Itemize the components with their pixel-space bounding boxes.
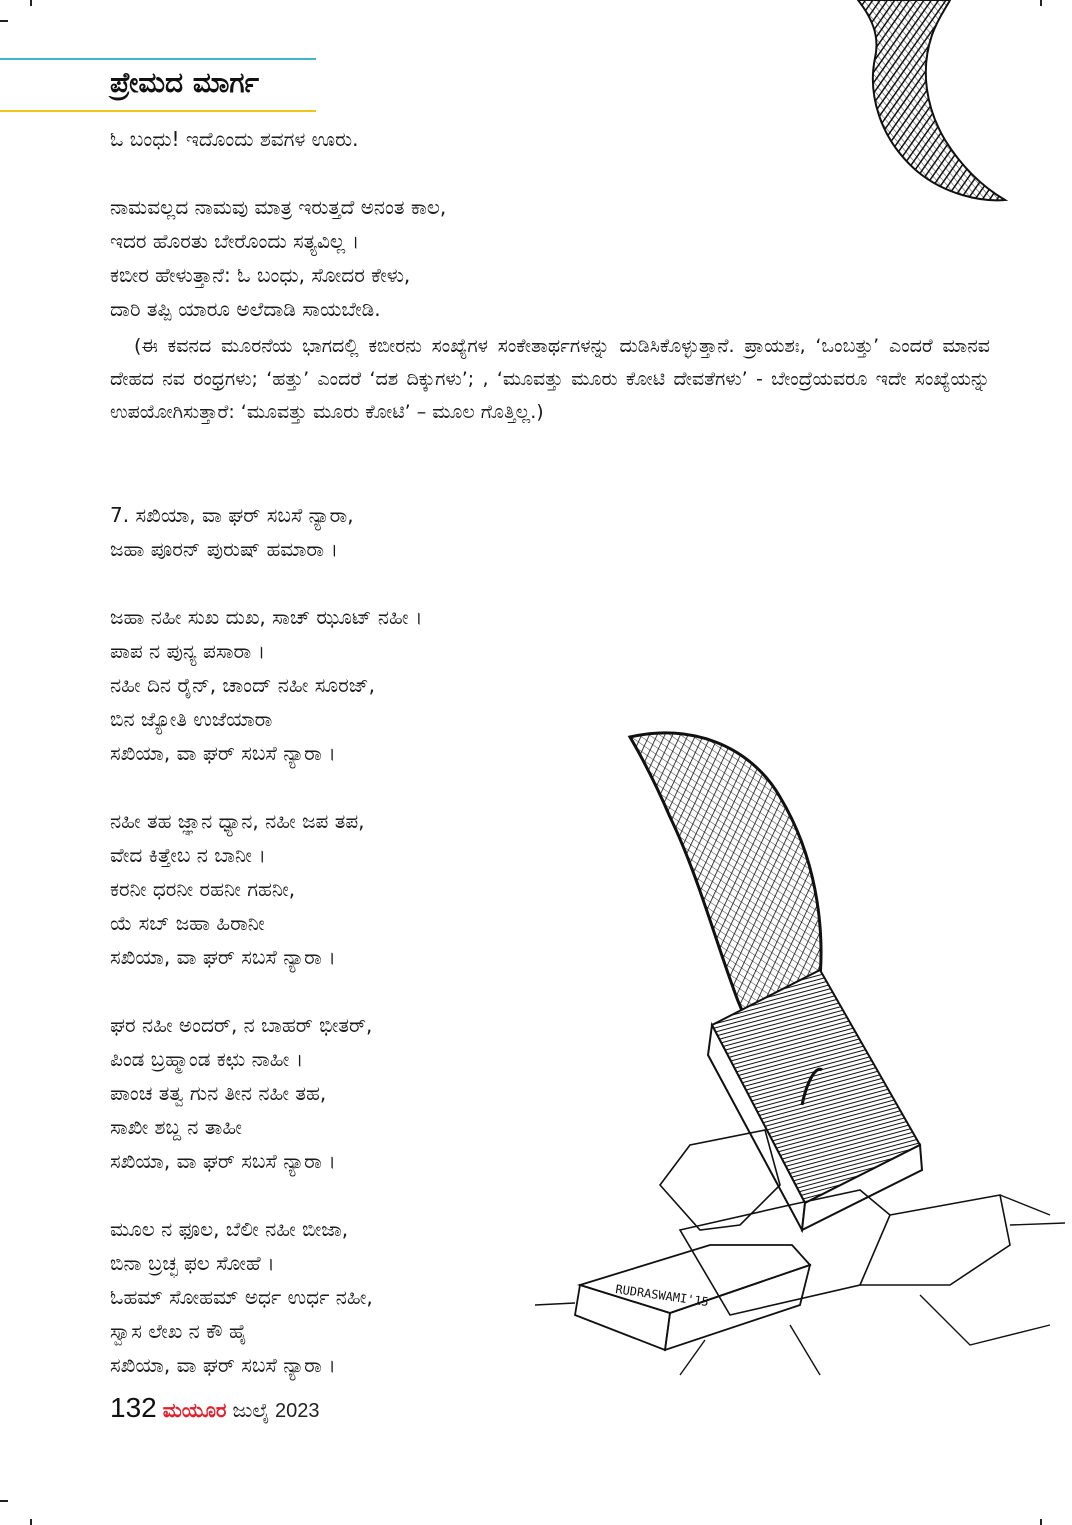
stanza-4-line: ಓಹಮ್ ಸೋಹಮ್ ಅರ್ಧ ಉರ್ಧ ನಹೀ, <box>110 1285 373 1309</box>
stanza-4-line: ಸ್ವಾಸ ಲೇಖ ನ ಕೌ ಹೈ <box>110 1319 247 1343</box>
explanatory-note: (ಈ ಕವನದ ಮೂರನೆಯ ಭಾಗದಲ್ಲಿ ಕಬೀರನು ಸಂಖ್ಯೆಗಳ ಸಂಕೇತಾರ್ಥಗಳನ್ನು ದುಡಿಸಿಕೊಳ್ಳುತ್ತಾನೆ. ಪ್ರಾಯಶಃ, ‘ಒಂಬತ್ತು’ ಎಂದರೆ ಮಾನವ ದೇಹದ ನವ ರಂಧ್ರಗಳು; ‘ಹತ್ತು’ ಎಂದರೆ ‘ದಶ ದಿಕ್ಕುಗಳು’; , ‘ಮೂವತ್ತು ಮೂರು ಕೋಟಿ ದೇವತೆಗಳು’ - ಬೇಂದ್ರೆಯವರೂ ಇದೇ ಸಂಖ್ಯೆಯನ್ನು ಉಪಯೋಗಿಸುತ್ತಾರೆ: ‘ಮೂವತ್ತು ಮೂರು ಕೋಟಿ’ – ಮೂಲ ಗೊತ್ತಿಲ್ಲ.) <box>110 335 990 423</box>
poem-heading-line: ಜಹಾ ಪೂರನ್ ಪುರುಷ್ ಹಮಾರಾ । <box>110 537 338 561</box>
stanza-2-line: ಕರನೀ ಧರನೀ ರಹನೀ ಗಹನೀ, <box>110 877 296 901</box>
stanza-1-line: ಪಾಪ ನ ಪುನ್ಯ ಪಸಾರಾ । <box>110 639 266 663</box>
stanza-4-line: ಮೂಲ ನ ಫೂಲ, ಬೆಲೀ ನಹೀ ಬೀಜಾ, <box>110 1217 349 1241</box>
crop-mark <box>1040 1519 1042 1525</box>
stanza-1-line: ನಹೀ ದಿನ ರೈನ್, ಚಾಂದ್ ನಹೀ ಸೂರಜ್, <box>110 673 375 697</box>
stanza-2-line: ಸಖಿಯಾ, ವಾ ಘರ್ ಸಬಸೆ ನ್ಯಾರಾ । <box>110 945 336 969</box>
stanza-a-line: ದಾರಿ ತಪ್ಪಿ ಯಾರೂ ಅಲೆದಾಡಿ ಸಾಯಬೇಡಿ. <box>110 297 381 321</box>
stanza-1-line: ಸಖಿಯಾ, ವಾ ಘರ್ ಸಬಸೆ ನ್ಯಾರಾ । <box>110 741 336 765</box>
page-footer <box>110 1392 319 1424</box>
section-header <box>0 58 316 112</box>
crop-mark <box>0 1500 8 1502</box>
stanza-4-line: ಸಖಿಯಾ, ವಾ ಘರ್ ಸಬಸೆ ನ್ಯಾರಾ । <box>110 1353 336 1377</box>
stanza-a-line: ಇದರ ಹೊರತು ಬೇರೊಂದು ಸತ್ಯವಿಲ್ಲ । <box>110 229 360 253</box>
stanza-3-line: ಸಖಿಯಾ, ವಾ ಘರ್ ಸಬಸೆ ನ್ಯಾರಾ । <box>110 1149 336 1173</box>
stanza-2-line: ನಹೀ ತಹ ಜ್ಞಾನ ಧ್ಯಾನ, ನಹೀ ಜಪ ತಪ, <box>110 809 365 833</box>
intro-line: ಓ ಬಂಧು! ಇದೊಂದು ಶವಗಳ ಊರು. <box>110 127 359 151</box>
crop-mark <box>1040 0 1042 6</box>
stanza-2-line: ವೇದ ಕಿತ್ತೇಬ ನ ಬಾನೀ । <box>110 843 266 867</box>
crop-mark <box>30 1519 32 1525</box>
stanza-3-line: ಪಾಂಚ ತತ್ವ ಗುನ ತೀನ ನಹೀ ತಹ, <box>110 1081 327 1105</box>
crop-mark <box>30 0 32 6</box>
stanza-4-line: ಬಿನಾ ಬ್ರಚ್ಛ ಫಲ ಸೋಹೆ । <box>110 1251 275 1275</box>
magazine-logo: ಮಯೂರ <box>162 1400 227 1422</box>
stanza-2-line: ಯೆ ಸಬ್ ಜಹಾ ಹಿರಾನೀ <box>110 911 265 935</box>
quill-and-books-illustration <box>530 725 1070 1385</box>
stanza-a-line: ನಾಮವಲ್ಲದ ನಾಮವು ಮಾತ್ರ ಇರುತ್ತದೆ ಅನಂತ ಕಾಲ, <box>110 195 447 219</box>
issue-date: ಜುಲೈ 2023 <box>232 1400 320 1422</box>
stanza-a-line: ಕಬೀರ ಹೇಳುತ್ತಾನೆ: ಓ ಬಂಧು, ಸೋದರ ಕೇಳು, <box>110 263 411 287</box>
stanza-1-line: ಜಹಾ ನಹೀ ಸುಖ ದುಖ, ಸಾಚ್ ಝೂಟ್ ನಹೀ । <box>110 605 423 629</box>
crop-mark <box>0 20 8 22</box>
stanza-3-line: ಸಾಖೀ ಶಬ್ದ ನ ತಾಹೀ <box>110 1115 242 1139</box>
poem-heading-line: 7. ಸಖಿಯಾ, ವಾ ಘರ್ ಸಬಸೆ ನ್ಯಾರಾ, <box>110 503 354 527</box>
artist-signature: RUDRASWAMI'15 <box>614 1282 710 1310</box>
feather-top-illustration <box>850 0 1020 205</box>
stanza-1-line: ಬಿನ ಜ್ಯೋತಿ ಉಜೆಯಾರಾ <box>110 707 273 731</box>
page-number: 132 <box>110 1392 157 1423</box>
section-title: ಪ್ರೇಮದ ಮಾರ್ಗ <box>110 66 259 99</box>
stanza-3-line: ಘರ ನಹೀ ಅಂದರ್, ನ ಬಾಹರ್ ಭೀತರ್, <box>110 1013 373 1037</box>
stanza-3-line: ಪಿಂಡ ಬ್ರಹ್ಮಾಂಡ ಕಛು ನಾಹೀ । <box>110 1047 304 1071</box>
